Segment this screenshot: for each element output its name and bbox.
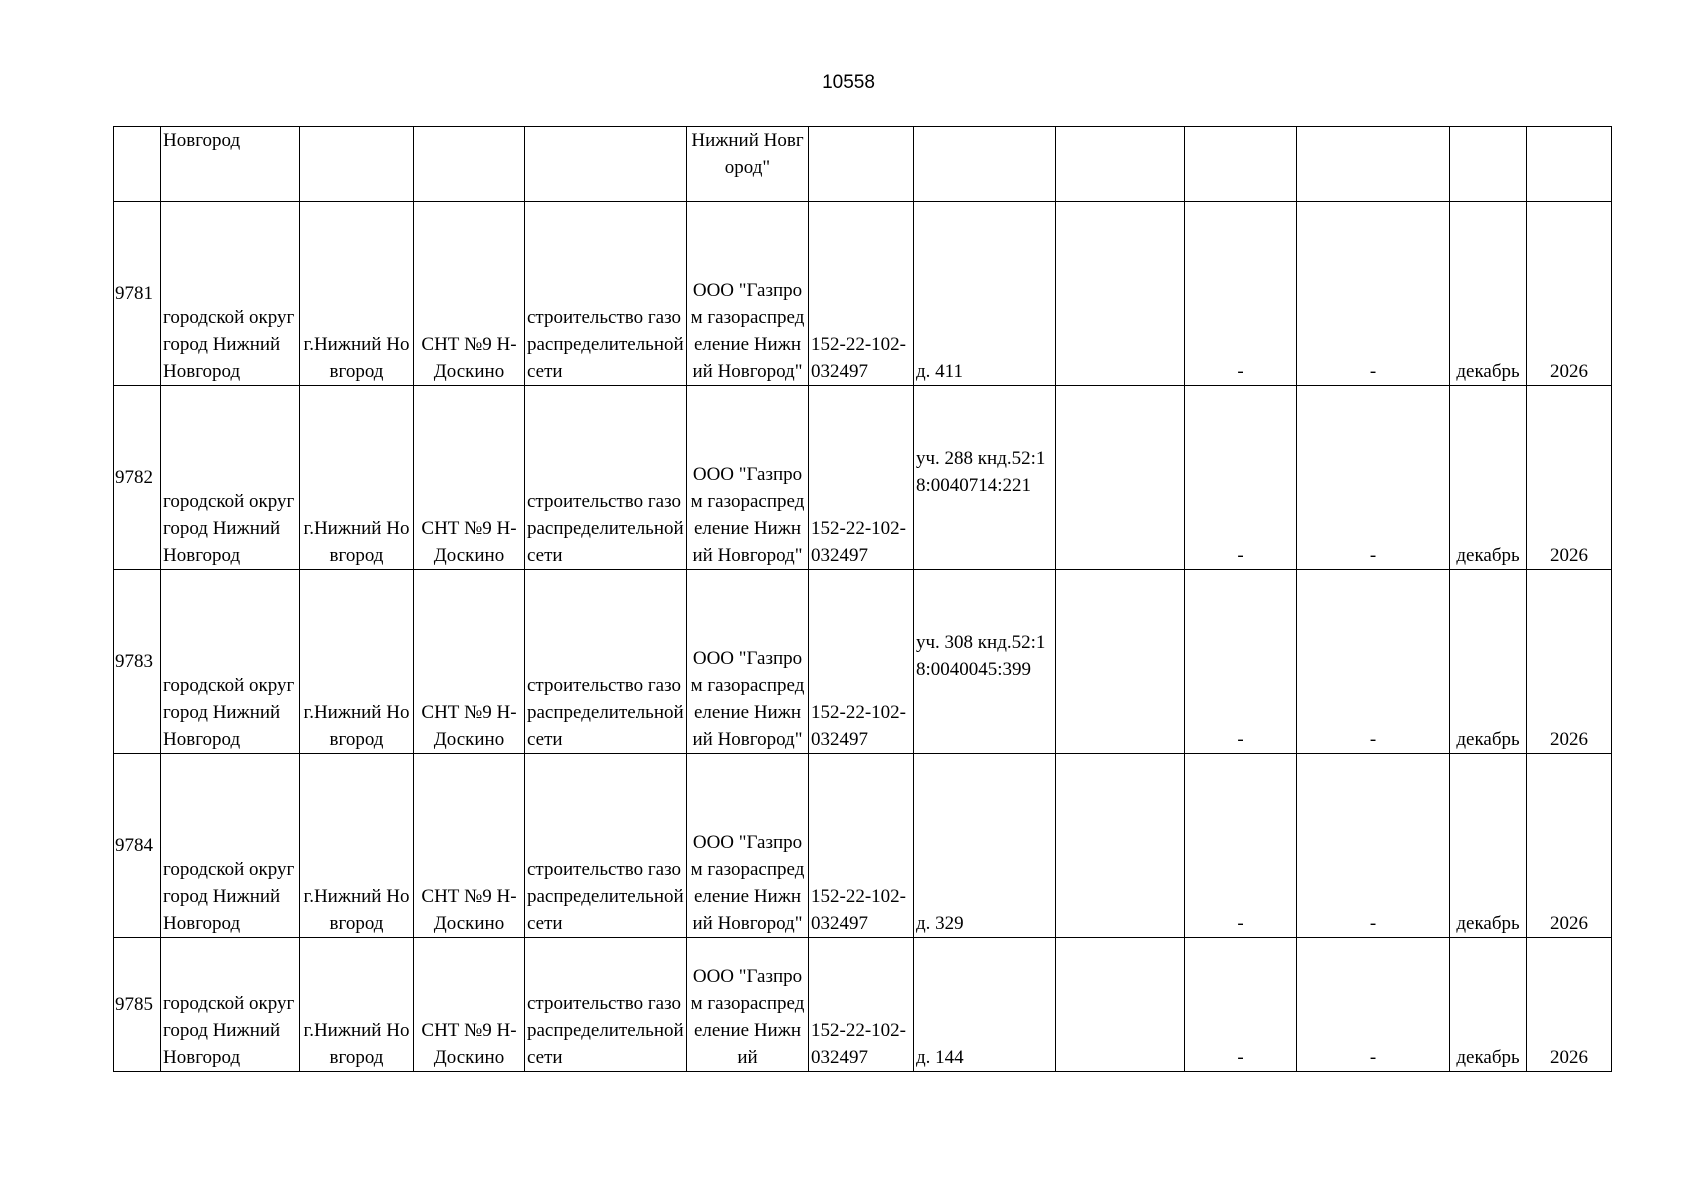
dash-cell: - (1185, 754, 1297, 938)
snt-cell: СНТ №9 Н-Доскино (414, 570, 525, 754)
month-cell: декабрь (1450, 938, 1527, 1072)
district-cell: городской округ город Нижний Новгород (161, 754, 300, 938)
table-row-continuation (114, 127, 1612, 202)
work-type-cell: строительство газораспределительной сети (525, 570, 687, 754)
work-type-cell: строительство газораспределительной сети (525, 386, 687, 570)
work-type-cell: строительство газораспределительной сети (525, 938, 687, 1072)
address-cell: д. 329 (914, 754, 1056, 938)
year-cell: 2026 (1527, 570, 1612, 754)
district-cell: городской округ город Нижний Новгород (161, 570, 300, 754)
code-cell: 152-22-102-032497 (809, 202, 914, 386)
row-number-cell: 9784 (114, 754, 161, 938)
month-cell: декабрь (1450, 570, 1527, 754)
district-cell: городской округ город Нижний Новгород (161, 202, 300, 386)
code-cell: 152-22-102-032497 (809, 938, 914, 1072)
code-cell: 152-22-102-032497 (809, 386, 914, 570)
code-cell: 152-22-102-032497 (809, 570, 914, 754)
empty-cell (1056, 386, 1185, 570)
page-number: 10558 (822, 72, 875, 93)
work-type-cell (525, 127, 687, 202)
month-cell (1450, 127, 1527, 202)
empty-cell (1056, 570, 1185, 754)
row-number-cell (114, 127, 161, 202)
month-cell: декабрь (1450, 754, 1527, 938)
address-cell (914, 127, 1056, 202)
locality-cell: г.Нижний Новгород (300, 386, 414, 570)
snt-cell: СНТ №9 Н-Доскино (414, 202, 525, 386)
address-cell: д. 144 (914, 938, 1056, 1072)
address-cell (914, 570, 1056, 754)
snt-cell: СНТ №9 Н-Доскино (414, 754, 525, 938)
locality-cell: г.Нижний Новгород (300, 202, 414, 386)
district-cell: городской округ город Нижний Новгород (161, 938, 300, 1072)
year-cell: 2026 (1527, 754, 1612, 938)
year-cell: 2026 (1527, 386, 1612, 570)
empty-cell (1056, 127, 1185, 202)
empty-cell (1056, 938, 1185, 1072)
dash-cell: - (1185, 570, 1297, 754)
row-number-cell: 9783 (114, 570, 161, 754)
empty-cell (1056, 754, 1185, 938)
table-row (114, 938, 1612, 1072)
row-number-cell: 9782 (114, 386, 161, 570)
organization-cell: ООО "Газпром газораспределение Нижний Новгород" (687, 386, 809, 570)
dash-cell: - (1297, 386, 1450, 570)
snt-cell: СНТ №9 Н-Доскино (414, 938, 525, 1072)
code-cell (809, 127, 914, 202)
table-row (114, 754, 1612, 938)
empty-cell (1056, 202, 1185, 386)
work-type-cell: строительство газораспределительной сети (525, 754, 687, 938)
address-text: уч. 288 кнд.52:18:0040714:221 (916, 447, 1046, 496)
month-cell: декабрь (1450, 386, 1527, 570)
dash-cell: - (1297, 938, 1450, 1072)
code-cell: 152-22-102-032497 (809, 754, 914, 938)
organization-cell: ООО "Газпром газораспределение Нижний (687, 938, 809, 1072)
dash-cell: - (1297, 754, 1450, 938)
address-text: уч. 308 кнд.52:18:0040045:399 (916, 631, 1046, 680)
year-cell: 2026 (1527, 202, 1612, 386)
district-cell: Новгород (161, 127, 300, 202)
table-row (114, 570, 1612, 754)
locality-cell: г.Нижний Новгород (300, 570, 414, 754)
dash-cell: - (1185, 938, 1297, 1072)
table-row (114, 386, 1612, 570)
locality-cell: г.Нижний Новгород (300, 938, 414, 1072)
organization-cell: ООО "Газпром газораспределение Нижний Новгород" (687, 754, 809, 938)
row-number-cell: 9781 (114, 202, 161, 386)
year-cell (1527, 127, 1612, 202)
organization-cell: ООО "Газпром газораспределение Нижний Новгород" (687, 202, 809, 386)
register-table (113, 126, 1612, 1072)
dash-cell (1185, 127, 1297, 202)
district-cell: городской округ город Нижний Новгород (161, 386, 300, 570)
address-cell: д. 411 (914, 202, 1056, 386)
dash-cell: - (1185, 202, 1297, 386)
dash-cell: - (1297, 570, 1450, 754)
locality-cell (300, 127, 414, 202)
snt-cell: СНТ №9 Н-Доскино (414, 386, 525, 570)
row-number-cell: 9785 (114, 938, 161, 1072)
table-row (114, 202, 1612, 386)
month-cell: декабрь (1450, 202, 1527, 386)
locality-cell: г.Нижний Новгород (300, 754, 414, 938)
dash-cell (1297, 127, 1450, 202)
organization-cell: Нижний Новгород" (687, 127, 809, 202)
year-cell: 2026 (1527, 938, 1612, 1072)
snt-cell (414, 127, 525, 202)
dash-cell: - (1185, 386, 1297, 570)
work-type-cell: строительство газораспределительной сети (525, 202, 687, 386)
address-cell (914, 386, 1056, 570)
organization-cell: ООО "Газпром газораспределение Нижний Новгород" (687, 570, 809, 754)
dash-cell: - (1297, 202, 1450, 386)
